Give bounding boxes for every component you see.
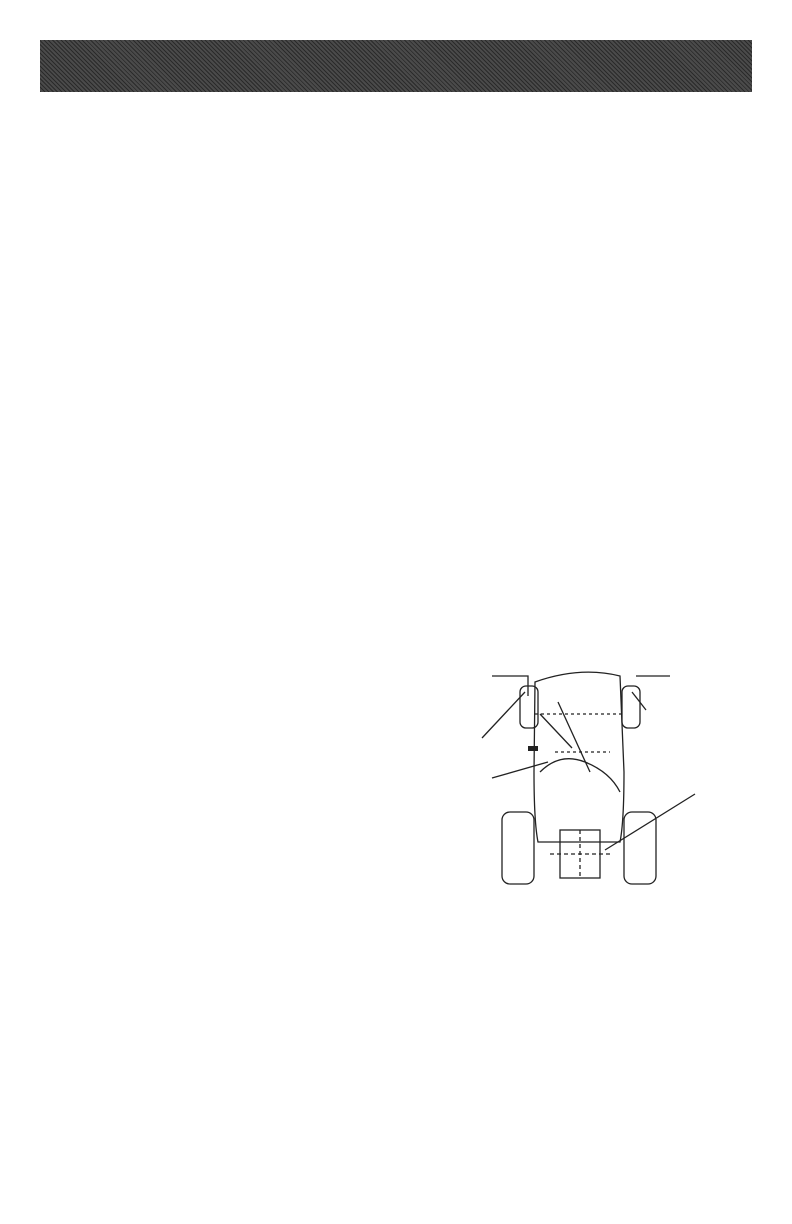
schedule-title (46, 92, 258, 102)
leader-diag-1 (540, 714, 572, 748)
lubrication-diagram (410, 652, 750, 902)
leader-front-wheel-right (632, 692, 646, 710)
rear-wheel-left-shape (502, 812, 534, 884)
front-wheel-right-shape (622, 686, 640, 728)
maintenance-banner (40, 40, 752, 92)
rear-wheel-right-shape (624, 812, 656, 884)
tractor-illustration (410, 652, 750, 902)
schedule-title-line1 (46, 92, 258, 102)
leader-steering (492, 762, 548, 778)
leader-spindle-left (492, 676, 528, 696)
leader-engine (605, 794, 695, 850)
leader-front-wheel-left (482, 692, 525, 738)
bearing-zerk-marker (528, 746, 538, 751)
tractor-body-outline (534, 672, 624, 842)
maintenance-schedule-table (46, 92, 712, 552)
steering-arc (540, 759, 620, 792)
leader-diag-2 (558, 702, 590, 772)
